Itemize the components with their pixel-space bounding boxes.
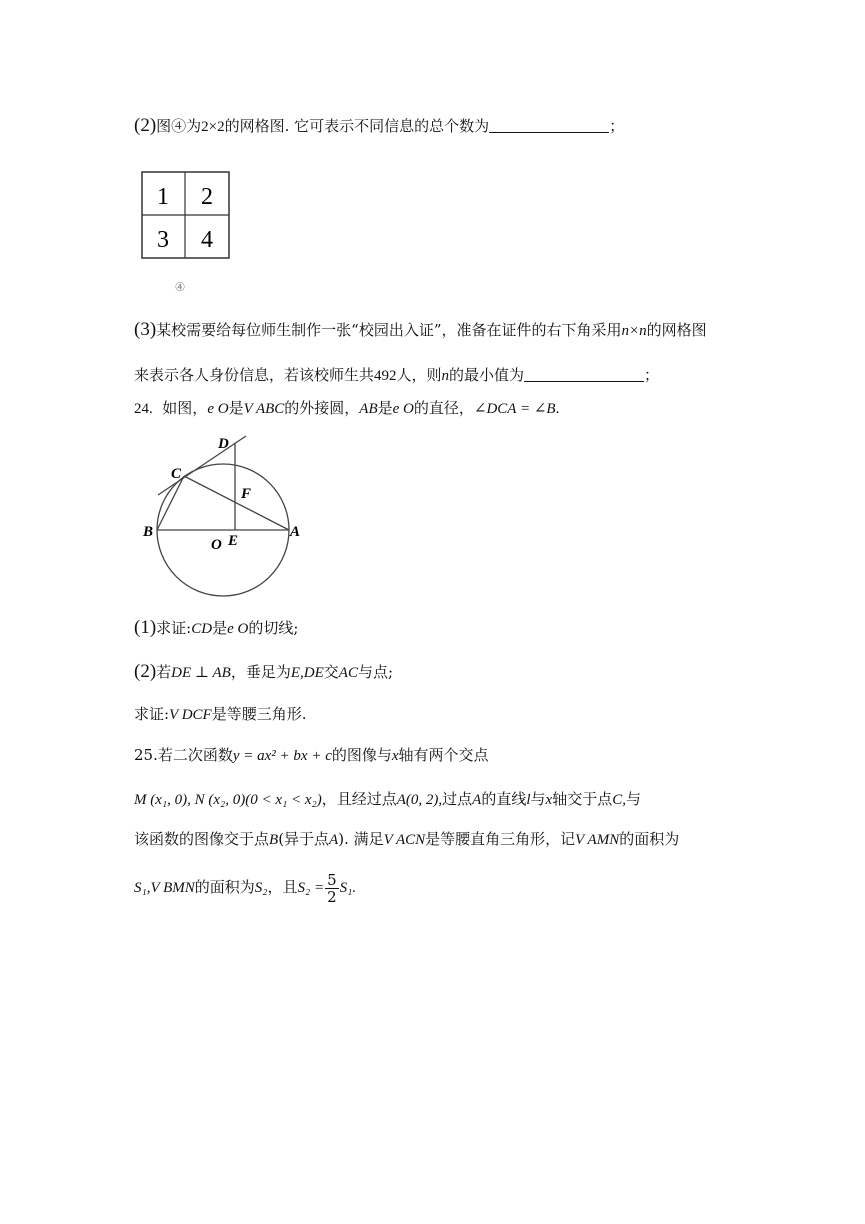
label-d: D	[218, 436, 229, 452]
text: 某校需要给每位师生制作一张“校园出入证”，准备在证件的右下角采用	[156, 321, 622, 339]
q25-line2	[134, 789, 641, 810]
text: (异于点	[278, 830, 330, 848]
q24-part2	[134, 662, 393, 683]
math-expr: CD	[191, 621, 213, 637]
grid-cell-4: 4	[201, 227, 213, 253]
math-var: x	[391, 748, 399, 764]
text: 过点	[442, 790, 473, 808]
part-number: (1)	[134, 617, 157, 638]
math-expr: E,DE	[290, 665, 324, 681]
math-var: x	[545, 792, 553, 808]
math-var: A	[329, 832, 339, 848]
math-expr: S₁,	[134, 880, 151, 896]
math-expr: V ABC	[243, 401, 285, 417]
math-expr: A(0, 2),	[396, 792, 443, 808]
text: 是	[377, 399, 393, 417]
text: 交	[323, 663, 339, 681]
math-expr: S₂	[254, 880, 268, 896]
answer-blank[interactable]	[524, 365, 644, 382]
math-expr: S₂ =	[297, 880, 325, 896]
math-expr: e O	[207, 401, 229, 417]
text: 的图像与	[331, 746, 392, 764]
text: ). 满足	[338, 830, 384, 848]
circle-figure	[138, 428, 308, 598]
math-expr: AC	[338, 665, 358, 681]
text: 的面积为	[619, 830, 680, 848]
answer-blank[interactable]	[489, 116, 609, 133]
text: 是	[228, 399, 244, 417]
math-expr: n×n	[621, 323, 647, 339]
text: 人，则	[396, 366, 442, 384]
math-expr: ∠DCA = ∠B	[473, 401, 556, 417]
text: 与	[625, 790, 641, 808]
text: ，且	[267, 878, 298, 896]
math-expr: e O	[227, 621, 249, 637]
q23-part3-line1	[134, 320, 707, 341]
q24-part1	[134, 618, 298, 639]
math-expr: DE ⊥ AB	[171, 665, 231, 681]
label-b: B	[143, 524, 154, 540]
text: 是等腰三角形.	[211, 705, 307, 723]
text: 轴有两个交点	[398, 746, 489, 764]
text: ，且经过点	[321, 790, 397, 808]
text: 求证:	[134, 705, 170, 723]
text: 求证:	[156, 619, 192, 637]
text: 是等腰直角三角形，记	[425, 830, 576, 848]
math-var: A	[472, 792, 482, 808]
grid-figure	[138, 168, 238, 298]
math-expr: V BMN	[150, 880, 195, 896]
grid-cell-1: 1	[157, 184, 169, 210]
grid-caption: ④	[174, 280, 186, 294]
fraction	[325, 872, 339, 905]
math-expr: V AMN	[575, 832, 620, 848]
label-f: F	[241, 486, 252, 502]
text: 若	[156, 663, 172, 681]
text: 与	[530, 790, 546, 808]
text: .	[555, 401, 560, 417]
text: 的直线	[481, 790, 527, 808]
math-var: C,	[612, 792, 626, 808]
text: 与点;	[357, 663, 394, 681]
math-expr: S₁.	[339, 880, 357, 896]
text: 的最小值为	[449, 366, 525, 384]
math-var: B	[269, 832, 279, 848]
math-expr: 2×2	[201, 119, 225, 135]
fraction-numerator: 5	[327, 870, 337, 889]
math-expr: y = ax² + bx + c	[232, 748, 332, 764]
math-expr: M (x₁, 0), N (x₂, 0)(0 < x₁ < x₂)	[134, 792, 322, 808]
math-expr: AB	[359, 401, 378, 417]
q25-line1	[134, 745, 489, 766]
q23-part3-line2	[134, 365, 659, 386]
q23-part2-line	[134, 116, 624, 137]
text: 25.若二次函数	[134, 746, 233, 764]
grid-cell-2: 2	[201, 184, 213, 210]
q24-proof	[134, 704, 307, 725]
text: 是	[212, 619, 228, 637]
q25-line3	[134, 829, 679, 850]
math-var: l	[526, 792, 531, 808]
text: 的面积为	[194, 878, 255, 896]
text: 来表示各人身份信息，若该校师生共	[134, 366, 375, 384]
number: 492	[374, 368, 397, 384]
text: 如图，	[162, 399, 208, 417]
text: 的切线;	[248, 619, 299, 637]
part-number: (3)	[134, 319, 157, 340]
question-number: 24.	[134, 401, 153, 417]
text: 轴交于点	[552, 790, 613, 808]
text: ；	[644, 366, 660, 384]
grid-cell-3: 3	[157, 227, 169, 253]
text: 的直径，	[413, 399, 474, 417]
math-expr: e O	[392, 401, 414, 417]
text: 图④为	[156, 117, 202, 135]
text: ；	[609, 117, 625, 135]
part-number: (2)	[134, 661, 157, 682]
text: 的网格图. 它可表示不同信息的总个数为	[224, 117, 490, 135]
label-a: A	[290, 524, 301, 540]
text: ，垂足为	[230, 663, 291, 681]
q24-intro	[134, 398, 559, 419]
text: 的网格图	[646, 321, 707, 339]
q25-line4	[134, 868, 356, 907]
segment-bc	[157, 476, 184, 530]
text: 的外接圆，	[284, 399, 360, 417]
label-o: O	[211, 537, 222, 553]
fraction-denominator: 2	[327, 887, 337, 906]
label-c: C	[171, 466, 182, 482]
math-expr: V DCF	[169, 707, 212, 723]
math-var: n	[441, 368, 450, 384]
segment-ca	[184, 476, 289, 530]
part-number: (2)	[134, 115, 157, 136]
text: 该函数的图像交于点	[134, 830, 270, 848]
math-expr: V ACN	[383, 832, 426, 848]
label-e: E	[228, 533, 239, 549]
